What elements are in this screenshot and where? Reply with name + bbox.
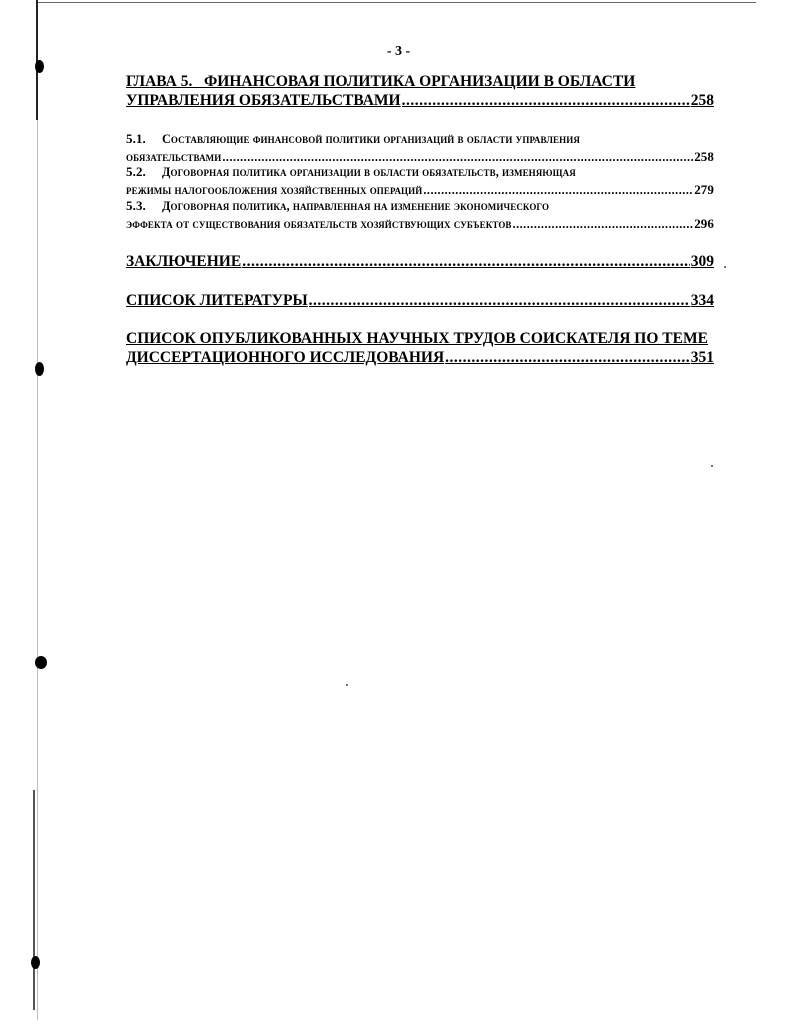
section-title-part-2: режимы налогообложения хозяйственных операций (126, 183, 423, 197)
section-page: 296 (694, 216, 714, 231)
punch-hole-mark (35, 362, 44, 376)
chapter-label: ГЛАВА 5. (126, 73, 193, 90)
dot-leader (513, 215, 694, 233)
conclusion-title: ЗАКЛЮЧЕНИЕ (126, 253, 242, 270)
section-title-part-2: эффекта от существования обязательств хозяйствующих субъектов (126, 217, 512, 231)
scan-edge-left-faint (37, 120, 38, 1020)
toc-conclusion (126, 252, 714, 271)
section-title-part-1: Составляющие финансовой политики организаций в области управления (162, 132, 580, 146)
publications-line-1 (126, 329, 714, 348)
chapter-title-part-2: УПРАВЛЕНИЯ ОБЯЗАТЕЛЬСТВАМИ (126, 92, 401, 109)
section-title-part-1: Договорная политика, направленная на изменение экономического (162, 199, 550, 213)
page-number: - 3 - (386, 44, 411, 59)
chapter-title-part-1: ФИНАНСОВАЯ ПОЛИТИКА ОРГАНИЗАЦИИ В ОБЛАСТИ (203, 73, 636, 90)
chapter-title-line-2 (126, 91, 714, 110)
scan-speck (346, 684, 348, 686)
scan-speck (724, 266, 726, 268)
section-number: 5.2. (126, 164, 146, 179)
references-line (126, 291, 714, 310)
punch-hole-mark (31, 956, 40, 969)
toc-publications (126, 329, 714, 367)
chapter-page: 258 (690, 92, 714, 109)
section-line-1 (126, 130, 714, 148)
toc-section-5-2 (126, 163, 714, 199)
section-number: 5.3. (126, 198, 146, 213)
publications-title-part-1: СПИСОК ОПУБЛИКОВАННЫХ НАУЧНЫХ ТРУДОВ СОИСКАТЕЛЯ ПО ТЕМЕ (126, 330, 708, 347)
publications-page: 351 (690, 349, 714, 366)
references-page: 334 (690, 292, 714, 309)
publications-title-part-2: ДИССЕРТАЦИОННОГО ИССЛЕДОВАНИЯ (126, 349, 445, 366)
section-page: 279 (694, 182, 714, 197)
scan-edge-left-lower (33, 790, 35, 1010)
references-title: СПИСОК ЛИТЕРАТУРЫ (126, 292, 308, 309)
scan-edge-top (36, 2, 756, 3)
dot-leader (242, 252, 690, 271)
section-line-1 (126, 163, 714, 181)
toc-chapter-5 (126, 72, 714, 110)
toc-section-5-3 (126, 197, 714, 233)
conclusion-line (126, 252, 714, 271)
publications-line-2 (126, 348, 714, 367)
section-title-part-1: Договорная политика организации в области обязательств, изменяющая (162, 165, 576, 179)
conclusion-page: 309 (690, 253, 714, 270)
punch-hole-mark (35, 60, 44, 73)
section-line-2 (126, 215, 714, 233)
section-title-part-2: обязательствами (126, 150, 222, 164)
section-line-1 (126, 197, 714, 215)
toc-section-5-1 (126, 130, 714, 166)
chapter-title-line-1 (126, 72, 714, 91)
toc-references (126, 291, 714, 310)
dot-leader (445, 348, 690, 367)
dot-leader (402, 91, 690, 110)
section-number: 5.1. (126, 131, 146, 146)
punch-hole-mark (35, 656, 47, 669)
dot-leader (309, 291, 690, 310)
section-page: 258 (694, 149, 714, 164)
scan-speck (711, 465, 713, 467)
